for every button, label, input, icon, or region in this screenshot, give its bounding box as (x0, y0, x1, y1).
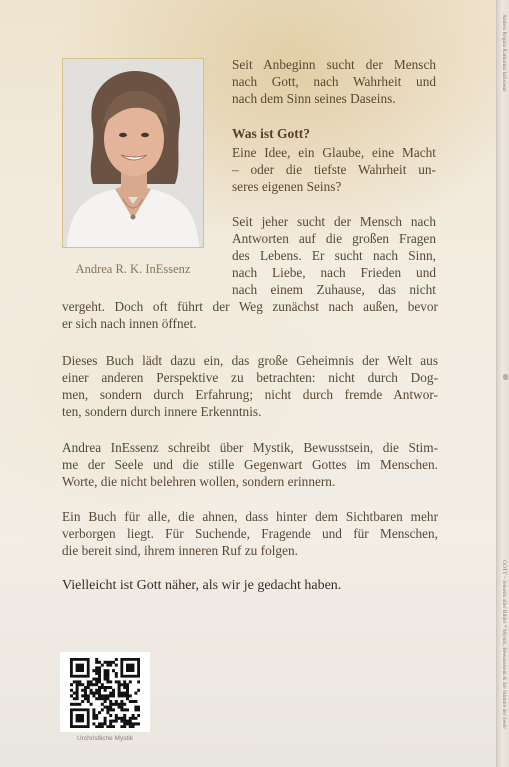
qr-module (115, 714, 118, 717)
qr-module (109, 703, 112, 706)
qr-module (92, 708, 95, 711)
qr-module (84, 692, 87, 695)
qr-module (120, 706, 123, 709)
qr-module (137, 680, 140, 683)
qr-module (137, 689, 140, 692)
qr-module (104, 678, 107, 681)
qr-module (104, 694, 107, 697)
qr-module (109, 725, 112, 728)
qr-module (132, 717, 135, 720)
qr-module (106, 725, 109, 728)
qr-module (87, 686, 90, 689)
qr-module (129, 700, 132, 703)
author-caption: Andrea R. K. InEssenz (75, 262, 191, 276)
qr-module (87, 680, 90, 683)
qr-module (95, 692, 98, 695)
qr-module (123, 708, 126, 711)
spine-mark (503, 374, 508, 380)
qr-module (118, 689, 121, 692)
qr-module (115, 675, 118, 678)
qr-module (109, 694, 112, 697)
qr-module (118, 706, 121, 709)
qr-module (106, 664, 109, 667)
qr-module (98, 694, 101, 697)
qr-module (106, 675, 109, 678)
qr-module (87, 697, 90, 700)
text-line: Eine Idee, ein Glaube, eine Macht (232, 145, 436, 160)
qr-module (126, 697, 129, 700)
qr-module (109, 700, 112, 703)
qr-module (101, 697, 104, 700)
qr-module (109, 722, 112, 725)
text-line: Ein Buch für alle, die ahnen, dass hinter dem Sichtbaren mehr (62, 509, 438, 524)
qr-module (98, 692, 101, 695)
qr-module (90, 703, 93, 706)
qr-module (98, 669, 101, 672)
qr-module (76, 689, 79, 692)
text-line: die bereit sind, ihrem inneren Ruf zu folgen. (62, 543, 298, 558)
qr-module (101, 703, 104, 706)
qr-module (73, 703, 76, 706)
qr-module (95, 669, 98, 672)
text-line: Worte, die nicht belehren wollen, sondern erinnern. (62, 474, 336, 489)
text-line: ten, sondern durch innere Erkenntnis. (62, 404, 262, 419)
qr-module (95, 680, 98, 683)
qr-module (123, 703, 126, 706)
qr-module (109, 664, 112, 667)
author-portrait-illustration (63, 59, 203, 247)
qr-module (106, 678, 109, 681)
qr-module (120, 703, 123, 706)
qr-module (98, 675, 101, 678)
qr-module (109, 720, 112, 723)
qr-module (134, 722, 137, 725)
qr-module (92, 692, 95, 695)
qr-module (123, 722, 126, 725)
qr-module (118, 717, 121, 720)
qr-module (106, 686, 109, 689)
text-line: Antworten auf die großen Fragen (232, 231, 436, 246)
qr-module (95, 683, 98, 686)
text-line: verborgen liegt. Für Suchende, Fragende und für Menschen, (62, 526, 438, 541)
qr-module (115, 664, 118, 667)
qr-module (112, 694, 115, 697)
text-line: Seit jeher sucht der Mensch nach (232, 214, 436, 229)
qr-module (70, 689, 73, 692)
qr-finder-inner (76, 664, 84, 672)
qr-module (95, 714, 98, 717)
qr-module (104, 717, 107, 720)
qr-module (115, 680, 118, 683)
qr-module (98, 722, 101, 725)
qr-module (104, 661, 107, 664)
qr-module (106, 708, 109, 711)
spine-author-text: Andrea Regina Katharina InEssenz (501, 14, 507, 92)
qr-module (98, 680, 101, 683)
qr-module (123, 686, 126, 689)
qr-module (78, 683, 81, 686)
qr-module (106, 706, 109, 709)
qr-module (126, 722, 129, 725)
text-line: des Lebens. Er sucht nach Sinn, (232, 248, 436, 263)
qr-module (70, 683, 73, 686)
qr-module (137, 714, 140, 717)
qr-module (84, 689, 87, 692)
qr-module (134, 706, 137, 709)
qr-module (84, 686, 87, 689)
qr-module (120, 694, 123, 697)
qr-module (101, 686, 104, 689)
qr-module (134, 717, 137, 720)
question-heading: Was ist Gott? (232, 126, 311, 141)
qr-module (126, 720, 129, 723)
text-line: nach Liebe, nach Frieden und (232, 265, 436, 280)
text-line: nach einem Zuhause, das nicht (232, 282, 436, 297)
qr-module (123, 683, 126, 686)
qr-module (115, 658, 118, 661)
text-line: seres eigenen Seins? (232, 179, 342, 194)
qr-module (112, 725, 115, 728)
qr-module (104, 686, 107, 689)
qr-module (126, 683, 129, 686)
qr-code[interactable] (60, 652, 150, 732)
qr-module (104, 706, 107, 709)
qr-module (118, 683, 121, 686)
qr-module (98, 689, 101, 692)
qr-module (106, 697, 109, 700)
qr-module (98, 666, 101, 669)
qr-module (120, 717, 123, 720)
spine-title-text: GOTT – Jenseits aller Bilder * Mystik, Bewusstsein & die Stimme der Seele (501, 560, 507, 729)
qr-module (106, 669, 109, 672)
qr-module (104, 689, 107, 692)
qr-module (129, 722, 132, 725)
closing-line: Vielleicht ist Gott näher, als wir je gedacht haben. (62, 578, 342, 593)
text-line: Andrea InEssenz schreibt über Mystik, Bewusstsein, die Stim- (62, 440, 438, 455)
qr-module (132, 722, 135, 725)
qr-module (115, 700, 118, 703)
qr-module (98, 678, 101, 681)
qr-module (112, 689, 115, 692)
qr-module (76, 692, 79, 695)
qr-module (81, 689, 84, 692)
qr-module (106, 711, 109, 714)
author-photo (62, 58, 204, 248)
qr-module (126, 692, 129, 695)
answers-paragraph-continued (62, 298, 438, 332)
qr-module (134, 692, 137, 695)
qr-module (115, 672, 118, 675)
qr-module (98, 686, 101, 689)
qr-module (132, 714, 135, 717)
qr-finder-inner (76, 714, 84, 722)
text-line: einer anderen Perspektive zu betrachten: nicht durch Dog- (62, 370, 438, 385)
question-paragraph (232, 144, 436, 195)
qr-module (84, 697, 87, 700)
qr-module (92, 722, 95, 725)
qr-module (118, 703, 121, 706)
qr-module (95, 678, 98, 681)
qr-module (118, 686, 121, 689)
qr-module (106, 672, 109, 675)
qr-module (132, 725, 135, 728)
qr-module (137, 708, 140, 711)
qr-module (90, 689, 93, 692)
qr-module (109, 714, 112, 717)
qr-module (129, 725, 132, 728)
qr-module (104, 672, 107, 675)
qr-module (109, 708, 112, 711)
text-line: – oder die tiefste Wahrheit un- (232, 162, 436, 177)
qr-module (132, 700, 135, 703)
qr-module (101, 694, 104, 697)
qr-module (129, 694, 132, 697)
qr-module (95, 697, 98, 700)
qr-module (98, 661, 101, 664)
qr-module (81, 683, 84, 686)
qr-module (101, 725, 104, 728)
qr-module (76, 680, 79, 683)
qr-module (112, 661, 115, 664)
qr-module (126, 694, 129, 697)
qr-module (73, 697, 76, 700)
qr-module (129, 680, 132, 683)
text-line: nach dem Sinn seines Daseins. (232, 91, 396, 106)
qr-module (101, 708, 104, 711)
book-spine-edge (496, 0, 509, 767)
qr-module (95, 666, 98, 669)
qr-module (92, 669, 95, 672)
qr-module (137, 722, 140, 725)
qr-module (123, 725, 126, 728)
qr-module (115, 703, 118, 706)
qr-module (101, 722, 104, 725)
qr-module (73, 680, 76, 683)
qr-module (134, 700, 137, 703)
qr-module (95, 672, 98, 675)
qr-module (98, 672, 101, 675)
qr-module (84, 694, 87, 697)
intro-paragraph (232, 56, 436, 107)
qr-module (92, 683, 95, 686)
qr-module (87, 694, 90, 697)
qr-module (95, 658, 98, 661)
qr-module (92, 714, 95, 717)
qr-module (76, 686, 79, 689)
qr-module (123, 714, 126, 717)
qr-caption: Urchristliche Mystik (77, 735, 133, 742)
qr-module (115, 717, 118, 720)
qr-module (112, 669, 115, 672)
qr-module (123, 680, 126, 683)
qr-module (104, 700, 107, 703)
qr-module (120, 708, 123, 711)
qr-module (104, 722, 107, 725)
qr-module (78, 703, 81, 706)
qr-module (98, 711, 101, 714)
qr-module (109, 692, 112, 695)
qr-module (134, 708, 137, 711)
qr-module (115, 720, 118, 723)
qr-module (129, 717, 132, 720)
qr-module (126, 689, 129, 692)
qr-module (76, 683, 79, 686)
qr-module (112, 703, 115, 706)
qr-module (106, 661, 109, 664)
qr-module (87, 683, 90, 686)
answers-paragraph (232, 213, 436, 298)
qr-module (101, 664, 104, 667)
qr-module (126, 686, 129, 689)
book-description-paragraph (62, 352, 438, 420)
qr-module (87, 700, 90, 703)
qr-module (112, 708, 115, 711)
qr-module (90, 683, 93, 686)
author-description-paragraph (62, 439, 438, 490)
qr-finder-inner (126, 664, 134, 672)
qr-module (73, 692, 76, 695)
qr-module (112, 692, 115, 695)
qr-module (109, 680, 112, 683)
qr-module (123, 692, 126, 695)
qr-module (109, 661, 112, 664)
qr-module (123, 694, 126, 697)
qr-module (90, 692, 93, 695)
qr-module (78, 680, 81, 683)
qr-module (118, 694, 121, 697)
text-line: me der Seele und die stille Gegenwart Gottes im Menschen. (62, 457, 438, 472)
qr-module (104, 675, 107, 678)
qr-module (70, 694, 73, 697)
text-line: Seit Anbeginn sucht der Mensch (232, 57, 436, 72)
qr-module (109, 686, 112, 689)
text-line: Dieses Buch lädt dazu ein, das große Geheimnis der Welt aus (62, 353, 438, 368)
qr-module (95, 689, 98, 692)
text-line: er sich nach innen öffnet. (62, 316, 197, 331)
qr-module (129, 720, 132, 723)
qr-module (126, 708, 129, 711)
qr-module (95, 717, 98, 720)
qr-module (104, 669, 107, 672)
qr-module (101, 683, 104, 686)
qr-module (123, 717, 126, 720)
qr-module (95, 725, 98, 728)
audience-paragraph (62, 508, 438, 559)
qr-module (76, 697, 79, 700)
qr-module (81, 694, 84, 697)
qr-module (137, 706, 140, 709)
qr-module (104, 720, 107, 723)
qr-module (120, 683, 123, 686)
qr-module (70, 703, 73, 706)
qr-module (98, 725, 101, 728)
qr-module (76, 703, 79, 706)
text-line: nach Gott, nach Wahrheit und (232, 74, 436, 89)
qr-module (81, 700, 84, 703)
qr-module (98, 697, 101, 700)
qr-module (120, 725, 123, 728)
qr-module (106, 680, 109, 683)
qr-module (92, 678, 95, 681)
text-line: vergeht. Doch oft führt der Weg zunächst nach außen, bevor (62, 299, 438, 314)
qr-module (120, 692, 123, 695)
qr-module (90, 680, 93, 683)
qr-module (123, 720, 126, 723)
qr-module (120, 720, 123, 723)
qr-module (118, 692, 121, 695)
qr-module (92, 711, 95, 714)
qr-module (112, 720, 115, 723)
qr-module (118, 680, 121, 683)
qr-code-pattern (70, 658, 140, 728)
qr-module (76, 694, 79, 697)
qr-module (95, 661, 98, 664)
text-line: men, sondern durch Erfahrung; nicht durch fremde Antwor- (62, 387, 438, 402)
qr-module (92, 717, 95, 720)
qr-module (120, 700, 123, 703)
qr-module (104, 697, 107, 700)
qr-module (106, 694, 109, 697)
qr-module (92, 694, 95, 697)
qr-module (109, 706, 112, 709)
